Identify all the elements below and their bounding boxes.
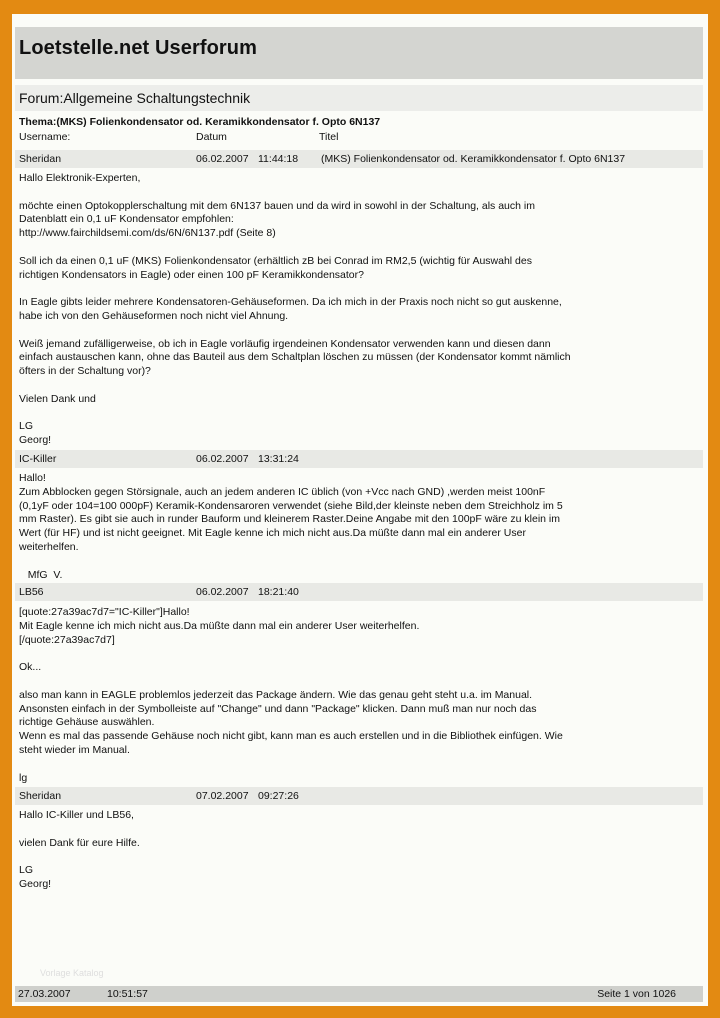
footer-date: 27.03.2007 [18,988,71,1000]
post-time: 09:27:26 [258,790,299,802]
watermark: Vorlage Katalog [40,968,104,978]
site-header [15,27,703,79]
post-author[interactable]: Sheridan [19,153,62,165]
site-title: Loetstelle.net Userforum [19,37,258,59]
post-date: 06.02.2007 [196,453,249,465]
footer-time: 10:51:57 [107,988,148,1000]
column-date: Datum [196,131,227,143]
post-header [15,450,703,468]
post-header [15,787,703,805]
thread-title: Thema:(MKS) Folienkondensator od. Keramikkondensator f. Opto 6N137 [19,116,381,128]
forum-title: Forum:Allgemeine Schaltungstechnik [19,90,251,106]
post-body: [quote:27a39ac7d7="IC-Killer"]Hallo! Mit Eagle kenne ich mich nicht aus.Da müßte dann mal ein anderer User weiterhelfen. [/quote:27a39ac7d7] Ok... also man kann in EAGLE problemlos jederzeit das Package ändern. Wie das genau geht steht u.a. im Manual. Ansonsten einfach in der Symbolleiste auf "Change" und dann "Package" klicken. Dann muß man nur noch das richtige Gehäuse auswählen. Wenn es mal das passende Gehäuse noch nicht gibt, kann man es auch erstellen und in die Bibliothek einfügen. Wie steht wieder im Manual. lg [19,606,563,784]
post-date: 06.02.2007 [196,586,249,598]
post-body: Hallo IC-Killer und LB56, vielen Dank für eure Hilfe. LG Georg! [19,809,140,890]
post-time: 11:44:18 [258,153,299,165]
footer-bar [15,986,703,1002]
post-author[interactable]: Sheridan [19,790,62,802]
column-title: Titel [319,131,339,143]
post-header [15,150,703,168]
document-page [12,14,708,1006]
post-author[interactable]: IC-Killer [19,453,57,465]
forum-bar [15,85,703,111]
post-title: (MKS) Folienkondensator od. Keramikkondensator f. Opto 6N137 [321,153,626,165]
post-author[interactable]: LB56 [19,586,44,598]
post-date: 06.02.2007 [196,153,249,165]
column-username: Username: [19,131,71,143]
post-time: 13:31:24 [258,453,299,465]
post-body: Hallo Elektronik-Experten, möchte einen Optokopplerschaltung mit dem 6N137 bauen und da wird in sowohl in der Schaltung, als auch im Datenblatt ein 0,1 uF Kondensator empfohlen: http://www.fairchildsemi.com/ds/6N/6N137.pdf (Seite 8) Soll ich da einen 0,1 uF (MKS) Folienkondensator (erhältlich zB bei Conrad im RM2,5 (wichtig für Auswahl des richtigen Kondensators in Eagle) oder einen 100 pF Keramikkondensator? In Eagle gibts leider mehrere Kondensatoren-Gehäuseformen. Da ich mich in der Praxis noch nicht so gut auskenne, habe ich von den Gehäuseformen noch nicht viel Ahnung. Weiß jemand zufälligerweise, ob ich in Eagle vorläufig irgendeinen Kondensator verwenden kann und diesen dann einfach austauschen kann, ohne das Bauteil aus dem Schaltplan löschen zu müssen (der Kondensator kommt nämlich öfters in der Schaltung vor)? Vielen Dank und LG Georg! [19,172,571,447]
post-date: 07.02.2007 [196,790,249,802]
post-header [15,583,703,601]
post-time: 18:21:40 [258,586,299,598]
page-indicator: Seite 1 von 1026 [597,988,676,1000]
post-body: Hallo! Zum Abblocken gegen Störsignale, auch an jedem anderen IC üblich (von +Vcc nach GND) ,werden meist 100nF (0,1yF oder 104=100 000pF) Keramik-Kondensaroren verwendet (siehe Bild,der kleinste neben dem Streichholz im 5 mm Raster). Es gibt sie auch in runder Bauform und kleinerem Raster.Deine Angabe mit den 100pF wäre zu klein im Wert (für HF) und ist nicht geeignet. Mit Eagle kenne ich mich nicht aus.Da müßte dann mal ein anderer User weiterhelfen. MfG V. [19,472,563,581]
